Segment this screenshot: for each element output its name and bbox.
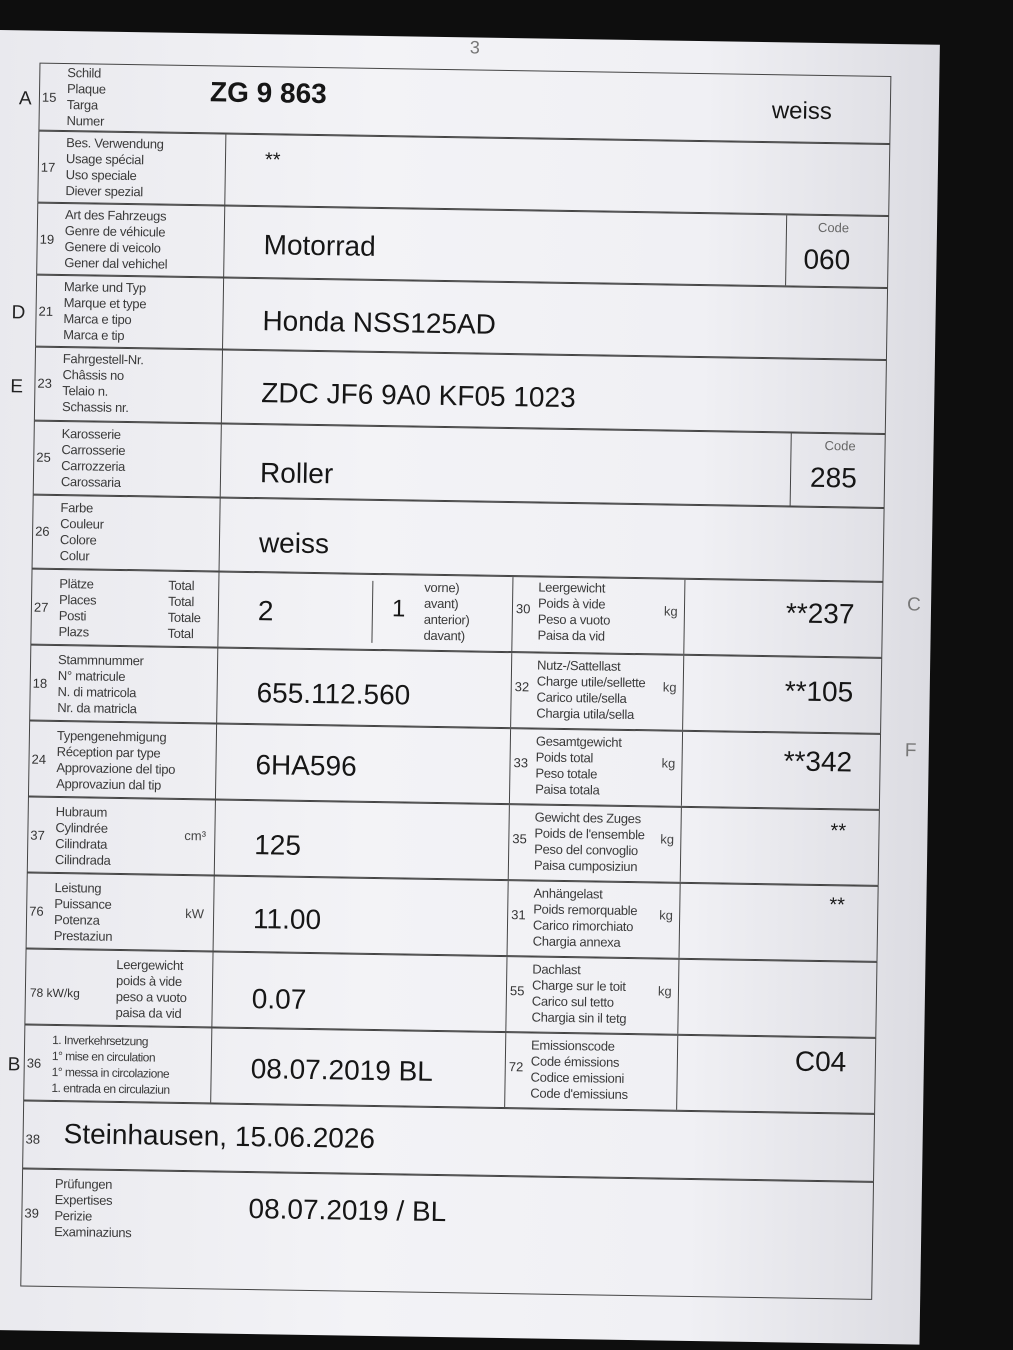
field-label: Karosserie Carrosserie Carrozzeria Carossaria <box>60 425 126 490</box>
field-label: Leistung Puissance Potenza Prestaziun <box>53 879 113 944</box>
vehicle-kind-value: Motorrad <box>263 228 376 262</box>
edge-letter-f: F <box>904 740 917 762</box>
field-number: 32 <box>514 678 530 694</box>
section-letter-a: A <box>18 88 32 110</box>
row-body <box>33 420 886 507</box>
field-number: 55 <box>509 982 525 998</box>
field-label: Emissionscode Code émissions Codice emissioni Code d'emissiuns <box>530 1036 628 1102</box>
field-number: 36 <box>26 1055 42 1071</box>
seats-total-value: 2 <box>257 594 274 626</box>
unit-kw: kW <box>185 905 205 921</box>
row-inspections <box>20 1168 874 1299</box>
field-number: 33 <box>513 754 529 770</box>
row-chassis <box>34 346 887 433</box>
power-weight-prefix: 78 kW/kg <box>29 985 81 1000</box>
empty-weight-value: **237 <box>785 596 855 629</box>
unit-kg: kg <box>657 982 672 999</box>
seats-front-value: 1 <box>391 594 406 622</box>
field-label: 1. Inverkehrsetzung 1° mise en circulation 1° messa in circolazione 1. entrada en circulaziun <box>51 1032 170 1097</box>
unit-kg: kg <box>663 603 678 619</box>
plate-number: ZG 9 863 <box>209 75 328 109</box>
field-label: Dachlast Charge sur le toit Carico sul tetto Chargia sin il tetg <box>531 960 627 1026</box>
field-number: 31 <box>511 906 526 922</box>
field-number: 26 <box>35 523 50 539</box>
row-special-use <box>37 130 890 215</box>
body-code: 285 <box>809 461 858 494</box>
chassis-value: ZDC JF6 9A0 KF05 1023 <box>261 376 576 413</box>
section-letter-e: E <box>10 376 24 398</box>
unit-kg: kg <box>660 830 675 847</box>
field-label: Gewicht des Zuges Poids de l'ensemble Peso del convoglio Paisa cumposiziun <box>533 808 645 874</box>
trailer-load-value: ** <box>829 893 846 916</box>
field-number: 72 <box>508 1058 524 1074</box>
row-color <box>32 494 885 581</box>
field-number: 24 <box>31 751 47 767</box>
field-number: 35 <box>512 830 527 846</box>
row-power-trailer-load <box>26 872 879 961</box>
field-label: Farbe Couleur Colore Colur <box>59 499 104 563</box>
field-label: Hubraum Cylindrée Cilindrata Cilindrada <box>54 803 111 868</box>
plate-color: weiss <box>771 96 833 125</box>
train-weight-value: ** <box>830 819 847 842</box>
section-letter-b: B <box>7 1054 21 1076</box>
field-number: 76 <box>29 903 44 919</box>
field-label: Nutz-/Sattellast Charge utile/sellette Carico utile/sella Chargia utila/sella <box>536 657 646 722</box>
field-number: 30 <box>515 600 531 616</box>
field-label: Typengenehmigung Réception par type Approvazione del tipo Approvaziun dal tip <box>56 727 176 793</box>
issue-value: Steinhausen, 15.06.2026 <box>63 1117 376 1154</box>
field-label: Prüfungen Expertises Perizie Examinaziuns <box>54 1175 132 1240</box>
row-seats-empty-weight <box>30 568 883 657</box>
body-value: Roller <box>259 456 334 489</box>
field-number: 37 <box>30 827 45 843</box>
row-vehicle-kind <box>36 202 889 287</box>
inspections-value: 08.07.2019 / BL <box>248 1192 447 1227</box>
field-number: 23 <box>37 375 53 391</box>
emission-code-value: C04 <box>794 1045 847 1077</box>
field-label: Leergewicht poids à vide peso a vuoto paisa da vid <box>115 956 187 1021</box>
field-label: Plätze Places Posti Plazs <box>58 575 97 639</box>
master-number-value: 655.112.560 <box>256 676 411 711</box>
field-label: Bes. Verwendung Usage spécial Uso speciale Diever spezial <box>65 134 164 199</box>
unit-kg: kg <box>661 754 676 771</box>
unit-cm3: cm³ <box>184 827 207 843</box>
row-make-type <box>35 274 888 359</box>
displacement-value: 125 <box>254 828 302 861</box>
power-weight-value: 0.07 <box>251 982 307 1015</box>
field-number: 19 <box>39 231 55 247</box>
field-number: 38 <box>25 1131 41 1147</box>
vehicle-kind-code: 060 <box>803 243 851 275</box>
field-label: Leergewicht Poids à vide Peso a vuoto Paisa da vid <box>537 579 611 644</box>
special-use-value: ** <box>264 148 281 171</box>
row-type-approval-total-weight <box>28 720 881 809</box>
field-number: 27 <box>33 599 49 615</box>
row-first-registration-emission <box>23 1024 876 1113</box>
field-number: 17 <box>40 159 56 175</box>
row-displacement-train-weight <box>27 796 880 885</box>
page-number: 3 <box>469 37 480 58</box>
field-label: Schild Plaque Targa Numer <box>66 64 106 129</box>
field-label: Marke und Typ Marque et type Marca e tipo Marca e tip <box>63 278 147 343</box>
code-label: Code <box>817 219 850 235</box>
unit-kg: kg <box>662 678 677 695</box>
field-label: Stammnummer N° matricule N. di matricola Nr. da matricla <box>57 651 144 716</box>
color-value: weiss <box>258 526 330 559</box>
field-label: Fahrgestell-Nr. Châssis no Telaio n. Schassis nr. <box>61 350 144 415</box>
code-label: Code <box>824 437 856 453</box>
registration-document <box>0 30 940 1345</box>
type-approval-value: 6HA596 <box>255 748 357 782</box>
section-letter-d: D <box>11 302 26 324</box>
field-label: Art des Fahrzeugs Genre de véhicule Genere di veicolo Gener dal vehichel <box>64 206 168 272</box>
field-number: 21 <box>38 303 54 319</box>
power-value: 11.00 <box>252 902 322 935</box>
front-label: vorne) avant) anterior) davant) <box>423 579 470 643</box>
field-label: Anhängelast Poids remorquable Carico rimorchiato Chargia annexa <box>532 884 638 950</box>
field-number: 39 <box>24 1205 40 1221</box>
first-registration-value: 08.07.2019 BL <box>250 1052 434 1087</box>
make-type-value: Honda NSS125AD <box>262 304 497 340</box>
field-number: 18 <box>32 675 48 691</box>
field-number: 25 <box>36 449 51 465</box>
field-number: 15 <box>41 89 57 105</box>
total-label: Total Total Totale Total <box>167 577 201 641</box>
row-power-weight-roof-load <box>24 948 877 1037</box>
field-label: Gesamtgewicht Poids total Peso totale Paisa totala <box>535 733 622 798</box>
unit-kg: kg <box>659 906 674 923</box>
total-weight-value: **342 <box>783 744 853 777</box>
edge-letter-c: C <box>906 594 921 616</box>
row-master-number-payload <box>29 644 882 733</box>
payload-value: **105 <box>784 674 854 707</box>
